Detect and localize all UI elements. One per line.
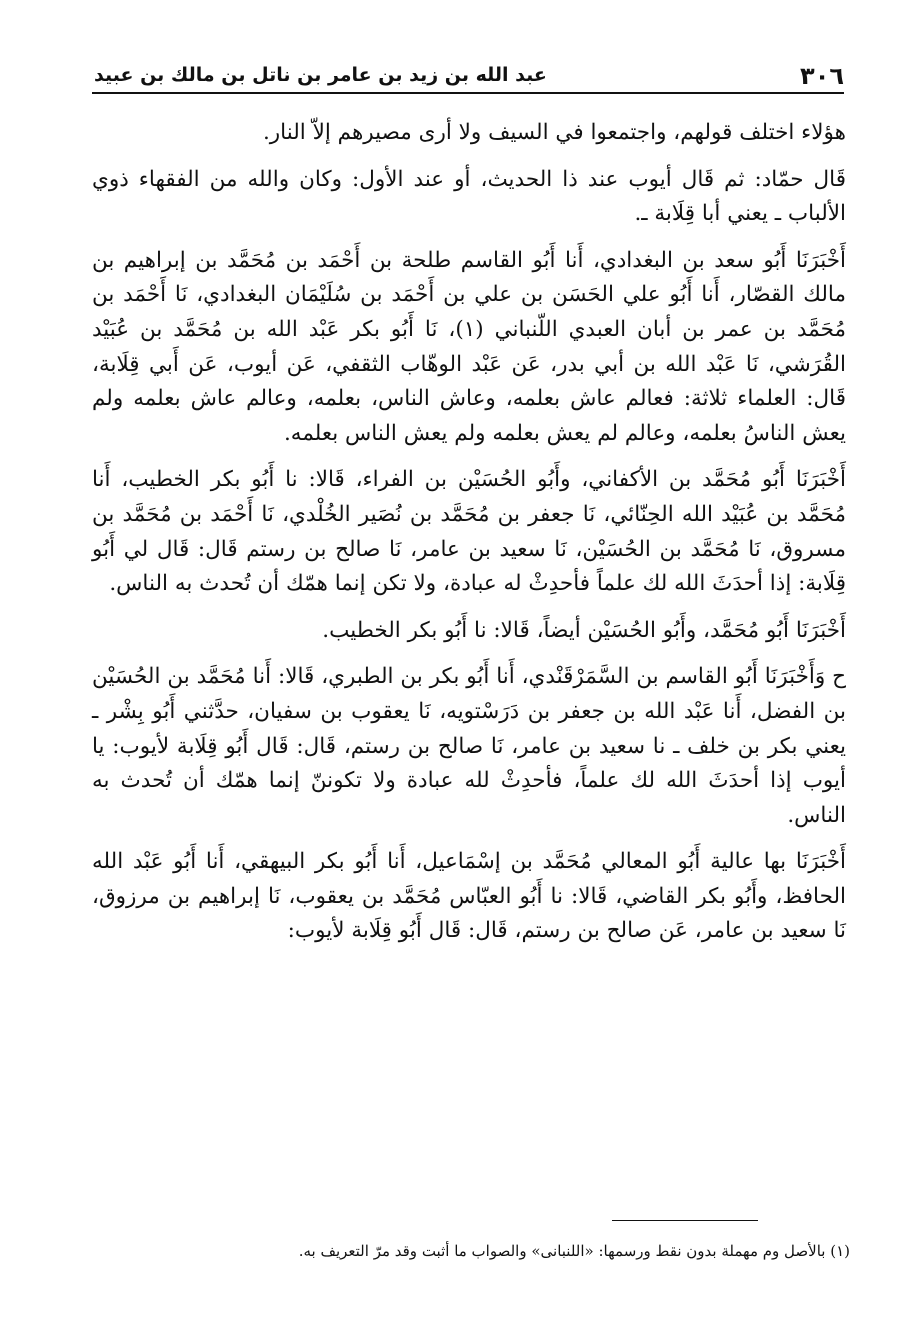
running-title: عبد الله بن زيد بن عامر بن ناتل بن مالك بن عبيد bbox=[94, 64, 547, 86]
paragraph: أَخْبَرَنَا أَبُو سعد بن البغدادي، أَنا أَبُو القاسم طلحة بن أَحْمَد بن مُحَمَّد بن إبراهيم بن مالك القصّار، أَنا أَبُو علي الحَسَن بن علي بن أَحْمَد بن سُلَيْمَان البغدادي، نَا أَحْمَد بن مُحَمَّد بن عمر بن أبان العبدي اللّنباني (١)، نَا أَبُو بكر عَبْد الله بن مُحَمَّد بن عُبَيْد القُرَشي، نَا عَبْد الله بن أبي بدر، عَن عَبْد الوهّاب الثقفي، عَن أيوب، عَن أَبي قِلَابة، قَال: العلماء ثلاثة: فعالم عاش بعلمه، وعاش الناس، بعلمه، وعالم عاش بعلمه ولم يعش الناسُ بعلمه، وعالم لم يعش بعلمه ولم يعش الناس بعلمه. bbox=[92, 247, 846, 446]
page-number: ٣٠٦ bbox=[800, 62, 844, 90]
paragraph: ح وَأَخْبَرَنَا أَبُو القاسم بن السَّمَرْقَنْدي، أَنا أَبُو بكر بن الطبري، قَالا: أَنا مُحَمَّد بن الحُسَيْن بن الفضل، أَنا عَبْد الله بن جعفر بن دَرَسْتويه، نَا يعقوب بن سفيان، حدَّثني أَبُو بِشْر ـ يعني بكر بن خلف ـ نا سعيد بن عامر، نَا صالح بن رستم، قَال: قَال أَبُو قِلَابة لأيوب: يا أيوب إذا أحدَثَ الله لك علماً، فأحدِثْ لله عبادة ولا تكوننّ إنما همّك أن تُحدث به الناس. bbox=[92, 664, 846, 828]
footnote: (١) بالأصل وم مهملة بدون نقط ورسمها: «اللنبانى» والصواب ما أثبت وقد مرّ التعريف به. bbox=[298, 1242, 850, 1260]
footnote-divider bbox=[612, 1220, 758, 1221]
paragraph: أَخْبَرَنَا بها عالية أَبُو المعالي مُحَمَّد بن إسْمَاعيل، أَنا أَبُو بكر البيهقي، أَنا أَبُو عَبْد الله الحافظ، وأَبُو بكر القاضي، قَالا: نا أَبُو العبّاس مُحَمَّد بن يعقوب، نَا إبراهيم بن مرزوق، نَا سعيد بن عامر، عَن صالح بن رستم، قَال: قَال أَبُو قِلَابة لأيوب: bbox=[92, 849, 846, 944]
paragraph: قَال حمّاد: ثم قَال أيوب عند ذا الحديث، أو عند الأول: وكان والله من الفقهاء ذوي الألباب ـ يعني أبا قِلَابة ـ. bbox=[92, 166, 846, 227]
paragraph: هؤلاء اختلف قولهم، واجتمعوا في السيف ولا أرى مصيرهم إلاّ النار. bbox=[262, 120, 846, 145]
paragraph: أَخْبَرَنَا أَبُو مُحَمَّد، وأَبُو الحُسَيْن أيضاً، قَالا: نا أَبُو بكر الخطيب. bbox=[322, 617, 846, 643]
paragraph: أَخْبَرَنَا أَبُو مُحَمَّد بن الأكفاني، وأَبُو الحُسَيْن بن الفراء، قَالا: نا أَبُو بكر الخطيب، أَنا مُحَمَّد بن عُبَيْد الله الحِنّائي، نَا جعفر بن مُحَمَّد بن نُصَير الخُلْدي، نَا أَحْمَد بن مُحَمَّد بن مسروق، نَا مُحَمَّد بن الحُسَيْن، نَا سعيد بن عامر، نَا صالح بن رستم قَال: قَال لي أَبُو قِلَابة: إذا أحدَثَ الله لك علماً فأحدِثْ له عبادة، ولا تكن إنما همّك أن تُحدث به الناس. bbox=[92, 467, 846, 597]
page-header bbox=[92, 58, 844, 94]
body-text bbox=[92, 116, 846, 949]
